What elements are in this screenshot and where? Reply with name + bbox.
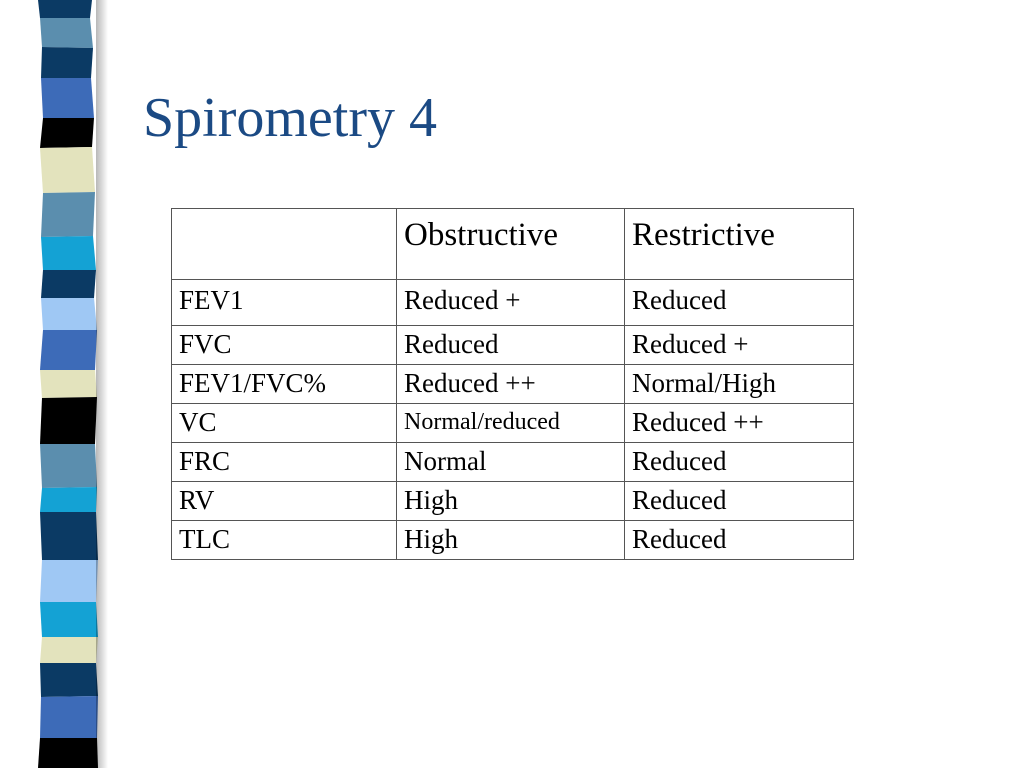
- stripe-shadow: [96, 0, 108, 768]
- stripe-segment: [41, 270, 96, 298]
- restrictive-cell: Normal/High: [625, 365, 854, 404]
- row-label-cell: FVC: [172, 326, 397, 365]
- stripe-segment: [41, 192, 95, 237]
- table-row: [172, 482, 854, 521]
- row-label-cell: FRC: [172, 443, 397, 482]
- row-label-cell: FEV1/FVC%: [172, 365, 397, 404]
- stripe-segment: [40, 560, 98, 602]
- stripe-segment: [40, 18, 93, 48]
- stripe-segment: [38, 0, 92, 18]
- stripe-segment: [41, 78, 94, 118]
- stripe-segment: [40, 512, 98, 560]
- obstructive-cell: High: [397, 521, 625, 560]
- stripe-segment: [41, 47, 93, 78]
- obstructive-cell: Normal/reduced: [397, 404, 625, 443]
- header-cell-empty: [172, 209, 397, 280]
- decorative-stripe-band: [0, 0, 140, 768]
- table-header-row: [172, 209, 854, 280]
- table-row: [172, 521, 854, 560]
- restrictive-cell: Reduced: [625, 521, 854, 560]
- table-row: [172, 404, 854, 443]
- stripe-segment: [40, 118, 94, 148]
- stripe-segment: [38, 738, 98, 768]
- stripe-segment: [41, 298, 97, 330]
- obstructive-cell: Reduced ++: [397, 365, 625, 404]
- table-row: [172, 365, 854, 404]
- row-label-cell: RV: [172, 482, 397, 521]
- restrictive-cell: Reduced: [625, 482, 854, 521]
- stripe-segment: [40, 370, 97, 398]
- stripe-segment: [41, 236, 96, 270]
- row-label-cell: TLC: [172, 521, 397, 560]
- stripe-segment: [40, 696, 98, 738]
- obstructive-cell: High: [397, 482, 625, 521]
- table-row: [172, 280, 854, 326]
- slide-title: Spirometry 4: [143, 87, 437, 149]
- restrictive-cell: Reduced ++: [625, 404, 854, 443]
- header-cell-obstructive: Obstructive: [397, 209, 625, 280]
- obstructive-cell: Reduced: [397, 326, 625, 365]
- stripe-segment: [40, 663, 98, 697]
- stripe-segment: [40, 444, 97, 488]
- restrictive-cell: Reduced +: [625, 326, 854, 365]
- stripe-segment: [40, 147, 95, 193]
- row-label-cell: VC: [172, 404, 397, 443]
- stripe-segment: [40, 602, 98, 637]
- stripe-segment: [40, 397, 97, 444]
- header-cell-restrictive: Restrictive: [625, 209, 854, 280]
- row-label-cell: FEV1: [172, 280, 397, 326]
- spirometry-table: [171, 208, 854, 560]
- restrictive-cell: Reduced: [625, 443, 854, 482]
- stripe-segment: [40, 487, 97, 512]
- obstructive-cell: Reduced +: [397, 280, 625, 326]
- table-row: [172, 443, 854, 482]
- restrictive-cell: Reduced: [625, 280, 854, 326]
- stripe-segment: [40, 637, 98, 663]
- obstructive-cell: Normal: [397, 443, 625, 482]
- table-row: [172, 326, 854, 365]
- stripe-segment: [40, 330, 97, 370]
